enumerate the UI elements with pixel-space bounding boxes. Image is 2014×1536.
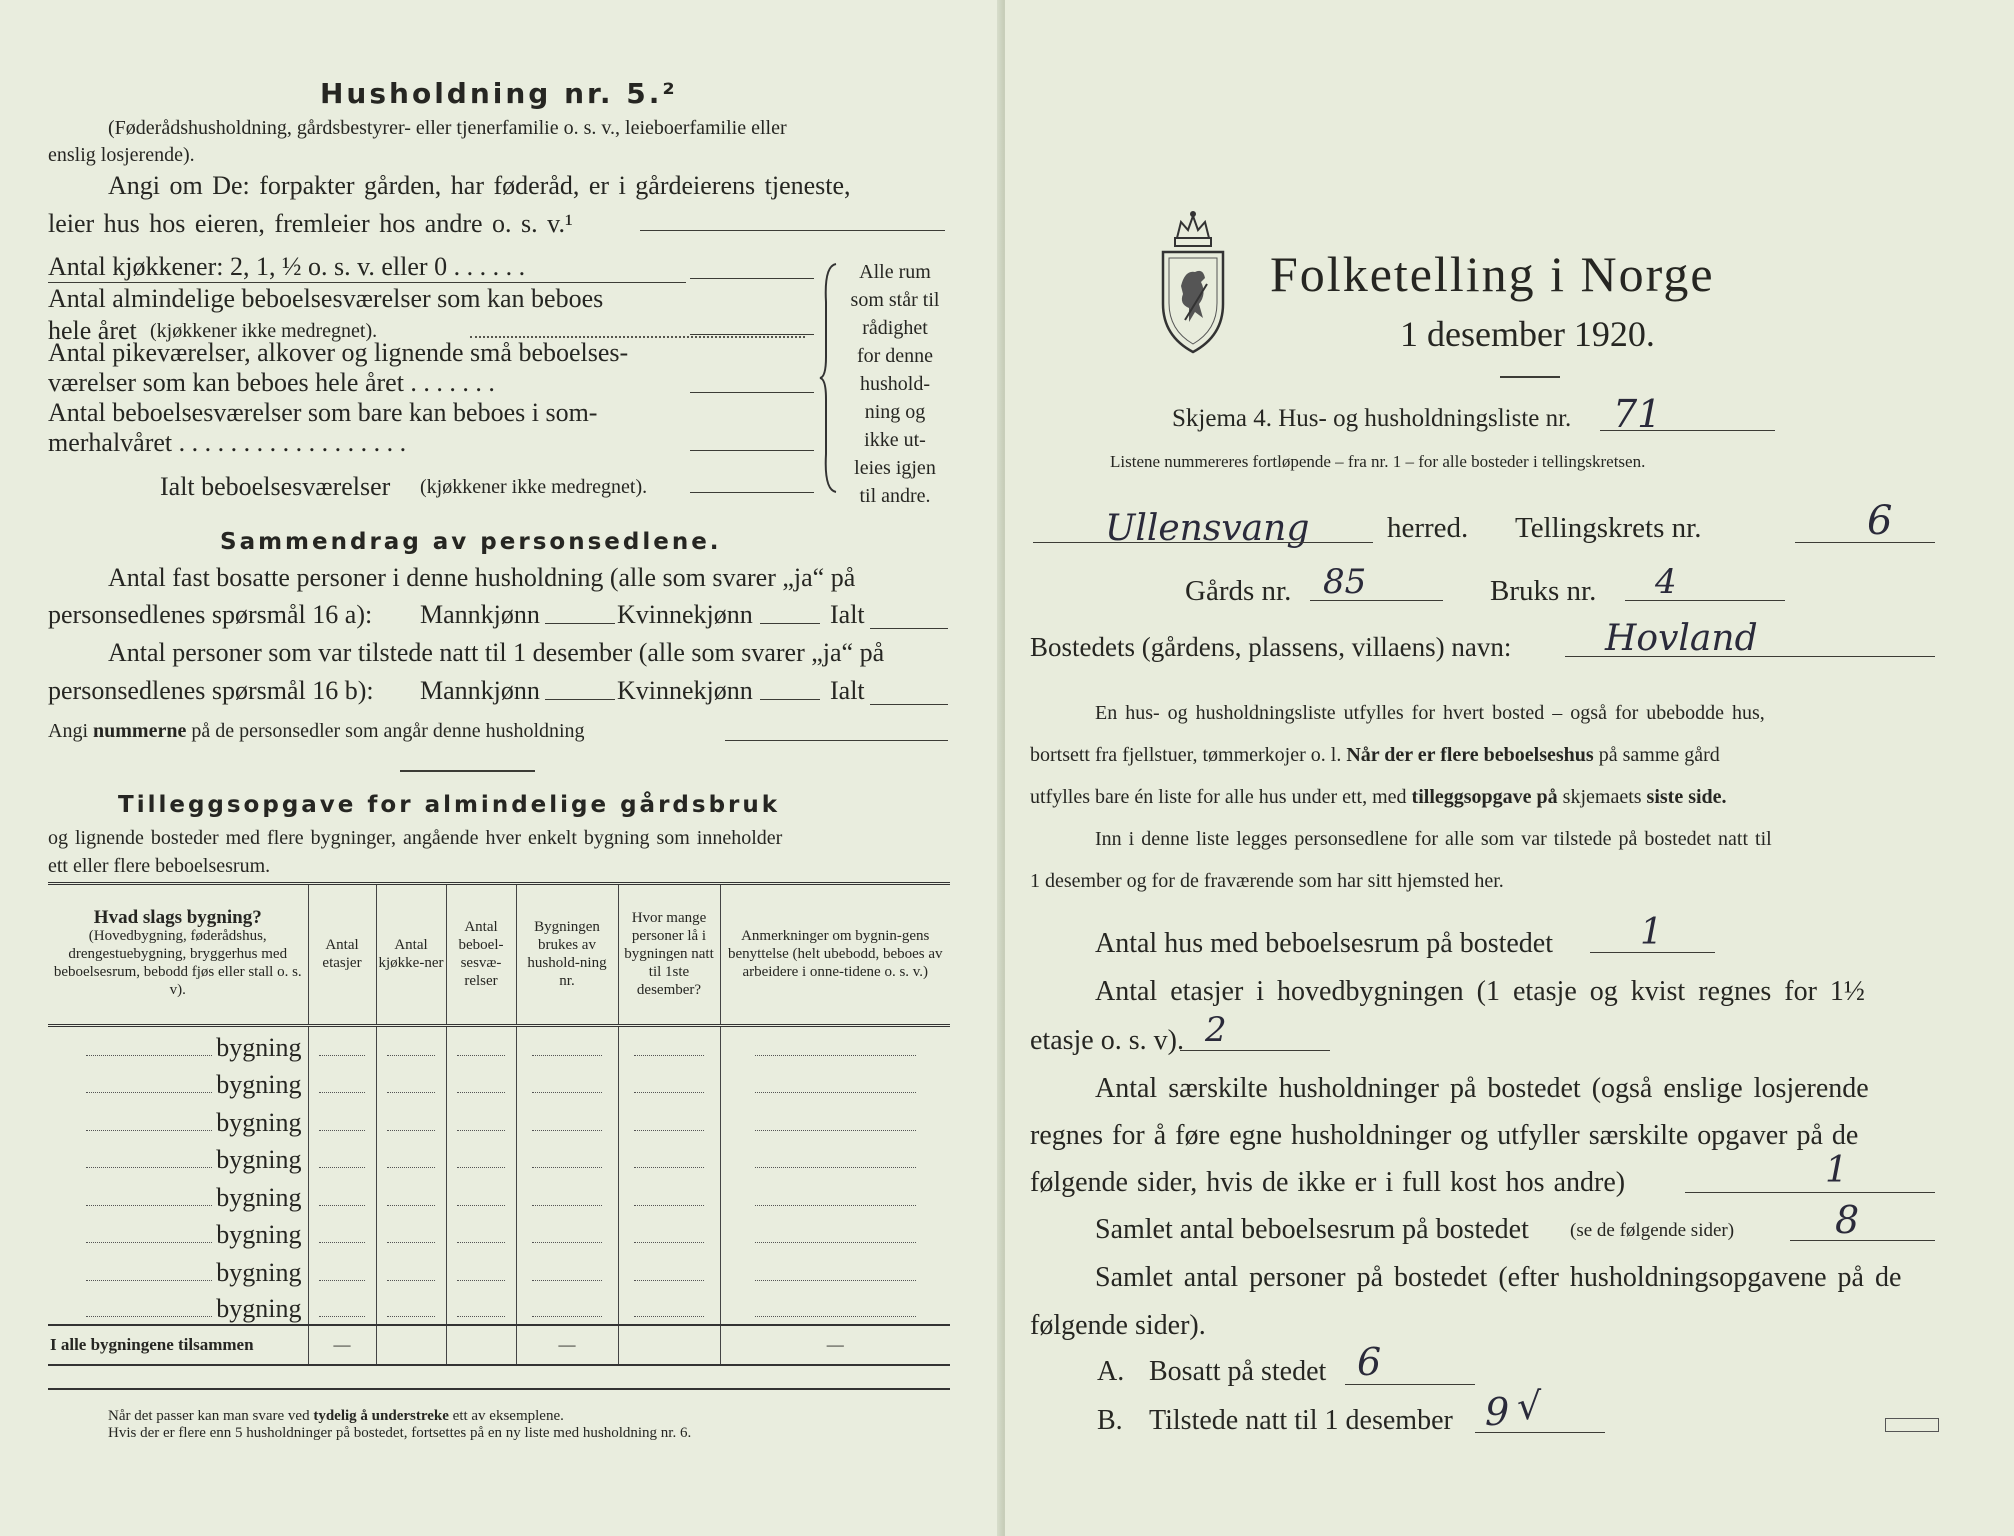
mann-answer-a[interactable]: [545, 623, 615, 624]
vaerelser-cell[interactable]: [446, 1138, 516, 1176]
b-value[interactable]: 9: [1485, 1390, 1510, 1434]
building-row: [48, 1213, 950, 1251]
angi-line-2: leier hus hos eieren, fremleier hos andre o. s. v.¹: [48, 209, 573, 238]
angi-nummerne: [48, 720, 585, 743]
vaerelser-cell[interactable]: [446, 1175, 516, 1213]
building-row-label: bygning: [216, 1032, 302, 1062]
rooms-ordinary-1: Antal almindelige beboelsesværelser som kan beboes: [48, 284, 604, 313]
anmerkninger-cell[interactable]: [720, 1288, 950, 1326]
building-type-line: [86, 1092, 213, 1093]
census-date: 1 desember 1920.: [1400, 314, 1655, 354]
cell-line: [457, 1280, 505, 1281]
col-personer: Hvor mange personer lå i bygningen natt til 1ste desember?: [618, 885, 720, 1025]
ialt-rooms-note: (kjøkkener ikke medregnet).: [420, 476, 648, 498]
info-line-3: [1030, 786, 1727, 809]
cell-line: [457, 1205, 505, 1206]
building-row-label: bygning: [216, 1182, 302, 1212]
etasjer-cell[interactable]: [308, 1213, 376, 1251]
ialt-answer-line[interactable]: [690, 492, 814, 493]
bruks-label: Bruks nr.: [1490, 575, 1597, 607]
bostedets-label: Bostedets (gårdens, plassens, villaens) navn:: [1030, 632, 1512, 662]
summary-line-2: personsedlenes spørsmål 16 a):: [48, 600, 373, 629]
ordinary-answer-line[interactable]: [690, 334, 814, 335]
brace-note-line: til andre.: [859, 485, 931, 507]
vaerelser-cell[interactable]: [446, 1288, 516, 1326]
personer-cell[interactable]: [618, 1250, 720, 1288]
kjokkener-cell[interactable]: [376, 1175, 446, 1213]
husholdning-cell[interactable]: [516, 1213, 618, 1251]
kjokkener-cell[interactable]: [376, 1063, 446, 1101]
personer-cell[interactable]: [618, 1213, 720, 1251]
info-line-2-post: på samme gård: [1598, 744, 1720, 766]
ialt-label-b: Ialt: [830, 676, 865, 705]
total-row: [48, 1325, 950, 1365]
cell-line: [319, 1167, 366, 1168]
building-type-cell[interactable]: [48, 1025, 308, 1063]
brace-note-line: leies igjen: [854, 457, 936, 479]
cell-line: [457, 1167, 505, 1168]
etasjer-cell[interactable]: [308, 1288, 376, 1326]
building-type-cell[interactable]: [48, 1063, 308, 1101]
cell-line: [387, 1167, 435, 1168]
col-beboelsesvaerelser: Antal beboel-sesvæ-relser: [446, 885, 516, 1025]
cell-line: [319, 1055, 366, 1056]
mann-answer-b[interactable]: [545, 699, 615, 700]
anmerkninger-cell[interactable]: [720, 1025, 950, 1063]
cell-line: [532, 1167, 603, 1168]
personer-cell[interactable]: [618, 1063, 720, 1101]
cell-line: [532, 1242, 603, 1243]
herred-label: herred.: [1387, 512, 1469, 544]
q-rum-note: (se de følgende sider): [1570, 1220, 1735, 1241]
etasjer-cell[interactable]: [308, 1138, 376, 1176]
total-kjokkener[interactable]: [376, 1325, 446, 1365]
q-hus-line: [1590, 952, 1715, 953]
q-rum-line: [1790, 1240, 1935, 1241]
q-etasjer-2: etasje o. s. v).: [1030, 1025, 1184, 1056]
cell-line: [387, 1130, 435, 1131]
rooms-kitchens: Antal kjøkkener: 2, 1, ½ o. s. v. eller 0 . . . . . .: [48, 252, 526, 281]
personer-cell[interactable]: [618, 1025, 720, 1063]
etasjer-cell[interactable]: [308, 1100, 376, 1138]
cell-line: [634, 1205, 705, 1206]
kvinne-answer-b[interactable]: [760, 699, 820, 700]
etasjer-cell[interactable]: [308, 1025, 376, 1063]
b-check-icon: √: [1517, 1384, 1542, 1428]
anmerkninger-cell[interactable]: [720, 1100, 950, 1138]
footnote-pre: Når det passer kan man svare ved: [108, 1408, 310, 1424]
kjokkener-cell[interactable]: [376, 1213, 446, 1251]
brace-note-line: Alle rum: [859, 261, 931, 283]
a-text: Bosatt på stedet: [1149, 1356, 1327, 1387]
summary-line-4: personsedlenes spørsmål 16 b):: [48, 676, 374, 705]
summary-line-3: Antal personer som var tilstede natt til 1 desember (alle som svarer „ja“ på: [108, 638, 885, 667]
table-header-row: [48, 885, 950, 1025]
total-label: I alle bygningene tilsammen: [48, 1325, 308, 1365]
building-row-label: bygning: [216, 1294, 302, 1323]
personer-cell[interactable]: [618, 1100, 720, 1138]
footnote-bold: tydelig å understreke: [313, 1408, 449, 1424]
husholdning-cell[interactable]: [516, 1175, 618, 1213]
cell-line: [755, 1316, 916, 1317]
husholdning-cell[interactable]: [516, 1138, 618, 1176]
husholdning-cell[interactable]: [516, 1063, 618, 1101]
cell-line: [532, 1092, 603, 1093]
cell-line: [532, 1280, 603, 1281]
section-divider: [400, 770, 535, 772]
household-title: Husholdning nr. 5.²: [320, 77, 678, 110]
q-pers-2: følgende sider).: [1030, 1310, 1206, 1341]
building-row-label: bygning: [216, 1070, 302, 1099]
cell-line: [755, 1130, 916, 1131]
building-row: [48, 1100, 950, 1138]
etasjer-cell[interactable]: [308, 1250, 376, 1288]
nummerne-answer-line[interactable]: [725, 740, 948, 741]
q-hush-line: [1685, 1192, 1935, 1193]
kitchens-underline: [48, 282, 686, 283]
vaerelser-cell[interactable]: [446, 1063, 516, 1101]
gards-value[interactable]: 85: [1323, 562, 1367, 602]
brace-note-line: som står til: [850, 289, 940, 311]
q-hush-1: Antal særskilte husholdninger på bostedet (også enslige losjerende: [1095, 1073, 1869, 1104]
q-rum-label: Samlet antal beboelsesrum på bostedet: [1095, 1214, 1529, 1245]
cell-line: [755, 1167, 916, 1168]
building-row-label: bygning: [216, 1257, 302, 1287]
col-building-type-title: Hvad slags bygning?: [93, 907, 262, 929]
angi-num-pre: Angi: [48, 720, 88, 742]
cell-line: [634, 1280, 705, 1281]
rooms-maid-1: Antal pikeværelser, alkover og lignende små beboelses-: [48, 338, 629, 367]
kvinne-label-a: Kvinnekjønn: [617, 600, 753, 629]
building-type-line: [86, 1055, 213, 1056]
tellingskrets-label: Tellingskrets nr.: [1515, 512, 1702, 544]
cell-line: [634, 1092, 705, 1093]
b-text: Tilstede natt til 1 desember: [1149, 1405, 1453, 1436]
angi-line-1: Angi om De: forpakter gården, har føderåd, er i gårdeierens tjeneste,: [108, 171, 851, 200]
bruks-answer-line: [1625, 600, 1785, 601]
kjokkener-cell[interactable]: [376, 1250, 446, 1288]
col-husholdning: Bygningen brukes av hushold-ning nr.: [516, 885, 618, 1025]
brace-note-line: ikke ut-: [864, 429, 926, 451]
skjema-answer-line: [1600, 430, 1775, 431]
ialt-answer-b[interactable]: [870, 704, 948, 705]
mann-label-a: Mannkjønn: [420, 600, 540, 629]
cell-line: [755, 1205, 916, 1206]
summer-answer-line[interactable]: [690, 450, 814, 451]
right-page: [1005, 0, 2014, 1536]
info-line-3-bold2: siste side.: [1646, 786, 1727, 808]
cell-line: [319, 1205, 366, 1206]
herred-answer-line: [1033, 542, 1373, 543]
col-etasjer: Antal etasjer: [308, 885, 376, 1025]
building-type-line: [86, 1130, 213, 1131]
total-etasjer[interactable]: —: [308, 1325, 376, 1365]
mann-label-b: Mannkjønn: [420, 676, 540, 705]
building-row-label: bygning: [216, 1107, 302, 1137]
kitchens-answer-line[interactable]: [690, 278, 814, 279]
col-kjokkener: Antal kjøkke-ner: [376, 885, 446, 1025]
ialt-rooms-label: Ialt beboelsesværelser: [160, 472, 391, 501]
angi-answer-line[interactable]: [640, 230, 945, 231]
info-line-2: [1030, 744, 1720, 767]
cell-line: [457, 1055, 505, 1056]
q-hus-label: Antal hus med beboelsesrum på bostedet: [1095, 928, 1554, 959]
cell-line: [319, 1242, 366, 1243]
vaerelser-cell[interactable]: [446, 1250, 516, 1288]
q-hush-2: regnes for å føre egne husholdninger og utfyller særskilte opgaver på de: [1030, 1120, 1859, 1151]
cell-line: [755, 1242, 916, 1243]
ialt-answer-a[interactable]: [870, 628, 948, 629]
total-anmerkninger[interactable]: —: [720, 1325, 950, 1365]
date-divider: [1500, 376, 1560, 378]
building-type-line: [86, 1242, 213, 1243]
q-hush-value[interactable]: 1: [1825, 1150, 1848, 1191]
col-building-type: [48, 885, 308, 1025]
cell-line: [755, 1055, 916, 1056]
total-husholdning[interactable]: —: [516, 1325, 618, 1365]
cell-line: [387, 1280, 435, 1281]
brace-note-line: for denne: [856, 345, 934, 367]
kjokkener-cell[interactable]: [376, 1025, 446, 1063]
building-type-line: [86, 1205, 213, 1206]
anmerkninger-cell[interactable]: [720, 1138, 950, 1176]
skjema-label: Skjema 4. Hus- og husholdningsliste nr.: [1172, 405, 1572, 432]
brace-note: [840, 258, 950, 510]
maid-answer-line[interactable]: [690, 392, 814, 393]
kjokkener-cell[interactable]: [376, 1288, 446, 1326]
building-type-cell[interactable]: [48, 1288, 308, 1326]
etasjer-cell[interactable]: [308, 1175, 376, 1213]
building-row: [48, 1138, 950, 1176]
vaerelser-cell[interactable]: [446, 1025, 516, 1063]
farm-intro-2: ett eller flere beboelsesrum.: [48, 855, 271, 877]
building-row: [48, 1288, 950, 1326]
brace-note-line: rådighet: [862, 317, 928, 339]
bostedets-value[interactable]: Hovland: [1605, 618, 1758, 659]
b-line: [1475, 1432, 1605, 1433]
anmerkninger-cell[interactable]: [720, 1250, 950, 1288]
building-type-cell[interactable]: [48, 1250, 308, 1288]
footnote-2: Hvis der er flere enn 5 husholdninger på bostedet, fortsettes på en ny liste med husholdning nr. 6.: [108, 1425, 692, 1441]
bruks-value[interactable]: 4: [1655, 562, 1677, 602]
kvinne-label-b: Kvinnekjønn: [617, 676, 753, 705]
rooms-summer-1: Antal beboelsesværelser som bare kan beboes i som-: [48, 398, 598, 427]
building-type-cell[interactable]: [48, 1213, 308, 1251]
kjokkener-cell[interactable]: [376, 1100, 446, 1138]
building-table: [48, 885, 950, 1366]
angi-num-post: på de personsedler som angår denne husholdning: [191, 720, 585, 742]
a-label: A.: [1097, 1356, 1125, 1387]
cell-line: [634, 1242, 705, 1243]
q-hush-3: følgende sider, hvis de ikke er i full kost hos andre): [1030, 1167, 1626, 1198]
cell-line: [387, 1205, 435, 1206]
a-line: [1345, 1384, 1475, 1385]
brace-icon: [818, 262, 840, 494]
cell-line: [634, 1055, 705, 1056]
building-row-label: bygning: [216, 1220, 302, 1249]
cell-line: [532, 1316, 603, 1317]
cell-line: [319, 1280, 366, 1281]
q-etasjer-line: [1180, 1050, 1330, 1051]
rooms-ordinary-2: hele året: [48, 316, 137, 345]
printer-stamp: [1885, 1418, 1939, 1432]
gards-label: Gårds nr.: [1185, 575, 1292, 607]
q-hus-value[interactable]: 1: [1640, 912, 1663, 953]
cell-line: [319, 1130, 366, 1131]
footnote-post: ett av eksemplene.: [452, 1408, 564, 1424]
cell-line: [634, 1130, 705, 1131]
listene-note: Listene nummereres fortløpende – fra nr. 1 – for alle bosteder i tellingskretsen.: [1110, 452, 1646, 471]
vaerelser-cell[interactable]: [446, 1213, 516, 1251]
info-line-5: 1 desember og for de fraværende som har sitt hjemsted her.: [1030, 870, 1504, 892]
anmerkninger-cell[interactable]: [720, 1175, 950, 1213]
farm-intro-1: og lignende bosteder med flere bygninger, angående hver enkelt bygning som inneholder: [48, 827, 783, 849]
building-type-line: [86, 1280, 213, 1281]
cell-line: [319, 1092, 366, 1093]
coat-of-arms-icon: [1155, 208, 1231, 358]
info-line-2-pre: bortsett fra fjellstuer, tømmerkojer o. l.: [1030, 744, 1342, 766]
building-type-cell[interactable]: [48, 1138, 308, 1176]
q-pers-1: Samlet antal personer på bostedet (efter husholdningsopgavene på de: [1095, 1262, 1902, 1293]
footnote-1: [108, 1408, 564, 1425]
building-type-line: [86, 1167, 213, 1168]
cell-line: [755, 1280, 916, 1281]
summary-title: Sammendrag av personsedlene.: [220, 529, 722, 555]
ialt-label-a: Ialt: [830, 600, 865, 629]
info-line-3-pre: utfylles bare én liste for alle hus under ett, med: [1030, 786, 1407, 808]
cell-line: [532, 1205, 603, 1206]
husholdning-cell[interactable]: [516, 1250, 618, 1288]
rooms-maid-2: værelser som kan beboes hele året . . . . . . .: [48, 368, 495, 397]
cell-line: [532, 1055, 603, 1056]
husholdning-cell[interactable]: [516, 1025, 618, 1063]
personer-cell[interactable]: [618, 1138, 720, 1176]
angi-num-bold: nummerne: [93, 720, 187, 742]
cell-line: [387, 1055, 435, 1056]
info-line-4: Inn i denne liste legges personsedlene for alle som var tilstede på bostedet natt til: [1095, 828, 1772, 850]
table-bottom-rule: [48, 1388, 950, 1390]
cell-line: [634, 1167, 705, 1168]
intro-line-2: enslig losjerende).: [48, 144, 195, 166]
total-personer[interactable]: [618, 1325, 720, 1365]
building-type-line: [86, 1316, 213, 1317]
building-rows: [48, 1025, 950, 1365]
info-line-2-bold: Når der er flere beboelseshus: [1346, 744, 1594, 766]
a-value[interactable]: 6: [1357, 1340, 1382, 1384]
brace-note-line: hushold-: [860, 373, 930, 395]
total-vaerelser[interactable]: [446, 1325, 516, 1365]
building-row: [48, 1175, 950, 1213]
q-rum-value[interactable]: 8: [1835, 1198, 1860, 1242]
cell-line: [755, 1092, 916, 1093]
cell-line: [387, 1242, 435, 1243]
intro-line-1: (Føderådshusholdning, gårdsbestyrer- eller tjenerfamilie o. s. v., leieboerfamilie eller: [108, 117, 787, 139]
census-title: Folketelling i Norge: [1270, 246, 1715, 302]
left-page: [0, 0, 1000, 1536]
col-anmerkninger: Anmerkninger om bygnin-gens benyttelse (helt ubebodd, beboes av arbeidere i onne-tidene o. s. v.): [720, 885, 950, 1025]
cell-line: [457, 1130, 505, 1131]
cell-line: [387, 1092, 435, 1093]
kvinne-answer-a[interactable]: [760, 623, 820, 624]
herred-value[interactable]: Ullensvang: [1105, 508, 1310, 549]
husholdning-cell[interactable]: [516, 1288, 618, 1326]
personer-cell[interactable]: [618, 1288, 720, 1326]
building-row: [48, 1250, 950, 1288]
cell-line: [532, 1130, 603, 1131]
tellingskrets-value[interactable]: 6: [1867, 498, 1893, 544]
farm-title: Tilleggsopgave for almindelige gårdsbruk: [118, 792, 781, 818]
gards-answer-line: [1310, 600, 1443, 601]
summary-line-1: Antal fast bosatte personer i denne husholdning (alle som svarer „ja“ på: [108, 563, 856, 592]
q-etasjer-value[interactable]: 2: [1205, 1010, 1227, 1050]
building-row: [48, 1025, 950, 1063]
q-etasjer-1: Antal etasjer i hovedbygningen (1 etasje og kvist regnes for 1½: [1095, 976, 1865, 1007]
anmerkninger-cell[interactable]: [720, 1063, 950, 1101]
info-line-3-bold: tilleggsopgave på: [1411, 786, 1558, 808]
b-label: B.: [1097, 1405, 1123, 1436]
skjema-number[interactable]: 71: [1613, 392, 1662, 436]
rooms-summer-2: merhalvåret . . . . . . . . . . . . . . . . . .: [48, 428, 407, 457]
cell-line: [387, 1316, 435, 1317]
tellingskrets-answer-line: [1795, 542, 1935, 543]
etasjer-cell[interactable]: [308, 1063, 376, 1101]
bostedets-answer-line: [1565, 656, 1935, 657]
building-row-label: bygning: [216, 1145, 302, 1174]
info-line-3-mid: skjemaets: [1562, 786, 1642, 808]
cell-line: [457, 1242, 505, 1243]
vaerelser-cell[interactable]: [446, 1100, 516, 1138]
building-type-cell[interactable]: [48, 1100, 308, 1138]
rooms-ordinary-note: (kjøkkener ikke medregnet).: [150, 320, 378, 342]
building-type-cell[interactable]: [48, 1175, 308, 1213]
cell-line: [457, 1092, 505, 1093]
brace-note-line: ning og: [864, 401, 926, 423]
husholdning-cell[interactable]: [516, 1100, 618, 1138]
cell-line: [634, 1316, 705, 1317]
anmerkninger-cell[interactable]: [720, 1213, 950, 1251]
info-line-1: En hus- og husholdningsliste utfylles for hvert bosted – også for ubebodde hus,: [1095, 702, 1765, 724]
personer-cell[interactable]: [618, 1175, 720, 1213]
col-building-type-note: (Hovedbygning, føderådshus, drengestuebygning, bryggerhus med beboelsesrum, bebodd fjøs eller stall o. s. v).: [53, 928, 302, 999]
building-row: [48, 1063, 950, 1101]
cell-line: [319, 1316, 366, 1317]
cell-line: [457, 1316, 505, 1317]
kjokkener-cell[interactable]: [376, 1138, 446, 1176]
